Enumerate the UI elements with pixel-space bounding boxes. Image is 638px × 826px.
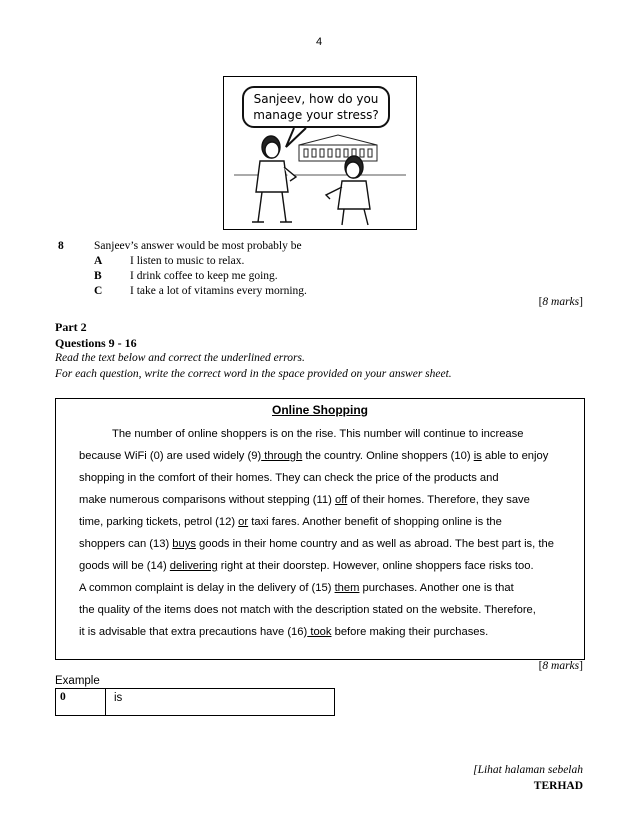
- passage-line: make numerous comparisons without stepping (11) off of their homes. Therefore, they save: [79, 494, 530, 506]
- passage-line: it is advisable that extra precautions have (16) took before making their purchases.: [79, 626, 489, 638]
- error-11: off: [334, 494, 348, 506]
- part-2-marks: [8 marks]: [538, 660, 583, 672]
- option-b-text: I drink coffee to keep me going.: [130, 270, 278, 282]
- passage-line: shopping in the comfort of their homes. They can check the price of the products and: [79, 472, 499, 484]
- question-number: 8: [58, 240, 64, 252]
- passage-body: [79, 427, 574, 647]
- error-12: or: [238, 516, 249, 528]
- page-number: 4: [315, 36, 323, 48]
- instruction-1: Read the text below and correct the underlined errors.: [55, 352, 305, 364]
- two-boys-drawing: [224, 77, 416, 229]
- example-answer: is: [114, 692, 123, 704]
- passage-title: Online Shopping: [272, 403, 368, 417]
- speech-line-2: manage your stress?: [253, 108, 379, 122]
- speech-line-1: Sanjeev, how do you: [253, 92, 379, 106]
- passage-line: goods will be (14) delivering right at their doorstep. However, online shoppers face risks too.: [79, 560, 534, 572]
- option-c-letter: C: [94, 285, 103, 297]
- questions-range: Questions 9 - 16: [55, 336, 137, 350]
- passage-line: The number of online shoppers is on the rise. This number will continue to increase: [112, 428, 524, 440]
- error-9: through: [261, 450, 303, 462]
- option-c-text: I take a lot of vitamins every morning.: [130, 285, 307, 297]
- option-a-text: I listen to music to relax.: [130, 255, 245, 267]
- question-stem: Sanjeev’s answer would be most probably be: [94, 240, 302, 252]
- error-14: delivering: [169, 560, 218, 572]
- passage-line: time, parking tickets, petrol (12) or taxi fares. Another benefit of shopping online is the: [79, 516, 502, 528]
- example-label: Example: [55, 675, 100, 687]
- part-heading: Part 2: [55, 320, 87, 334]
- error-10: is: [473, 450, 482, 462]
- error-15: them: [334, 582, 360, 594]
- illustration-frame: [223, 76, 417, 230]
- option-a-letter: A: [94, 255, 103, 267]
- example-number: 0: [56, 689, 106, 715]
- error-16: took: [307, 626, 332, 638]
- passage-line: because WiFi (0) are used widely (9) through the country. Online shoppers (10) is able to enjoy: [79, 450, 549, 462]
- question-8: [58, 240, 588, 300]
- question-8-marks: [8 marks]: [538, 296, 583, 308]
- error-13: buys: [172, 538, 196, 550]
- example-table: [55, 688, 335, 716]
- instruction-2: For each question, write the correct word in the space provided on your answer sheet.: [55, 368, 452, 380]
- passage-line: A common complaint is delay in the delivery of (15) them purchases. Another one is that: [79, 582, 514, 594]
- classification-label: TERHAD: [533, 780, 583, 792]
- option-b-letter: B: [94, 270, 102, 282]
- passage-line: shoppers can (13) buys goods in their home country and as well as abroad. The best part is, the: [79, 538, 554, 550]
- passage-box: [55, 398, 585, 660]
- passage-line: the quality of the items does not match with the description stated on the website. Therefore,: [79, 604, 536, 616]
- turn-page-note: [Lihat halaman sebelah: [473, 764, 583, 776]
